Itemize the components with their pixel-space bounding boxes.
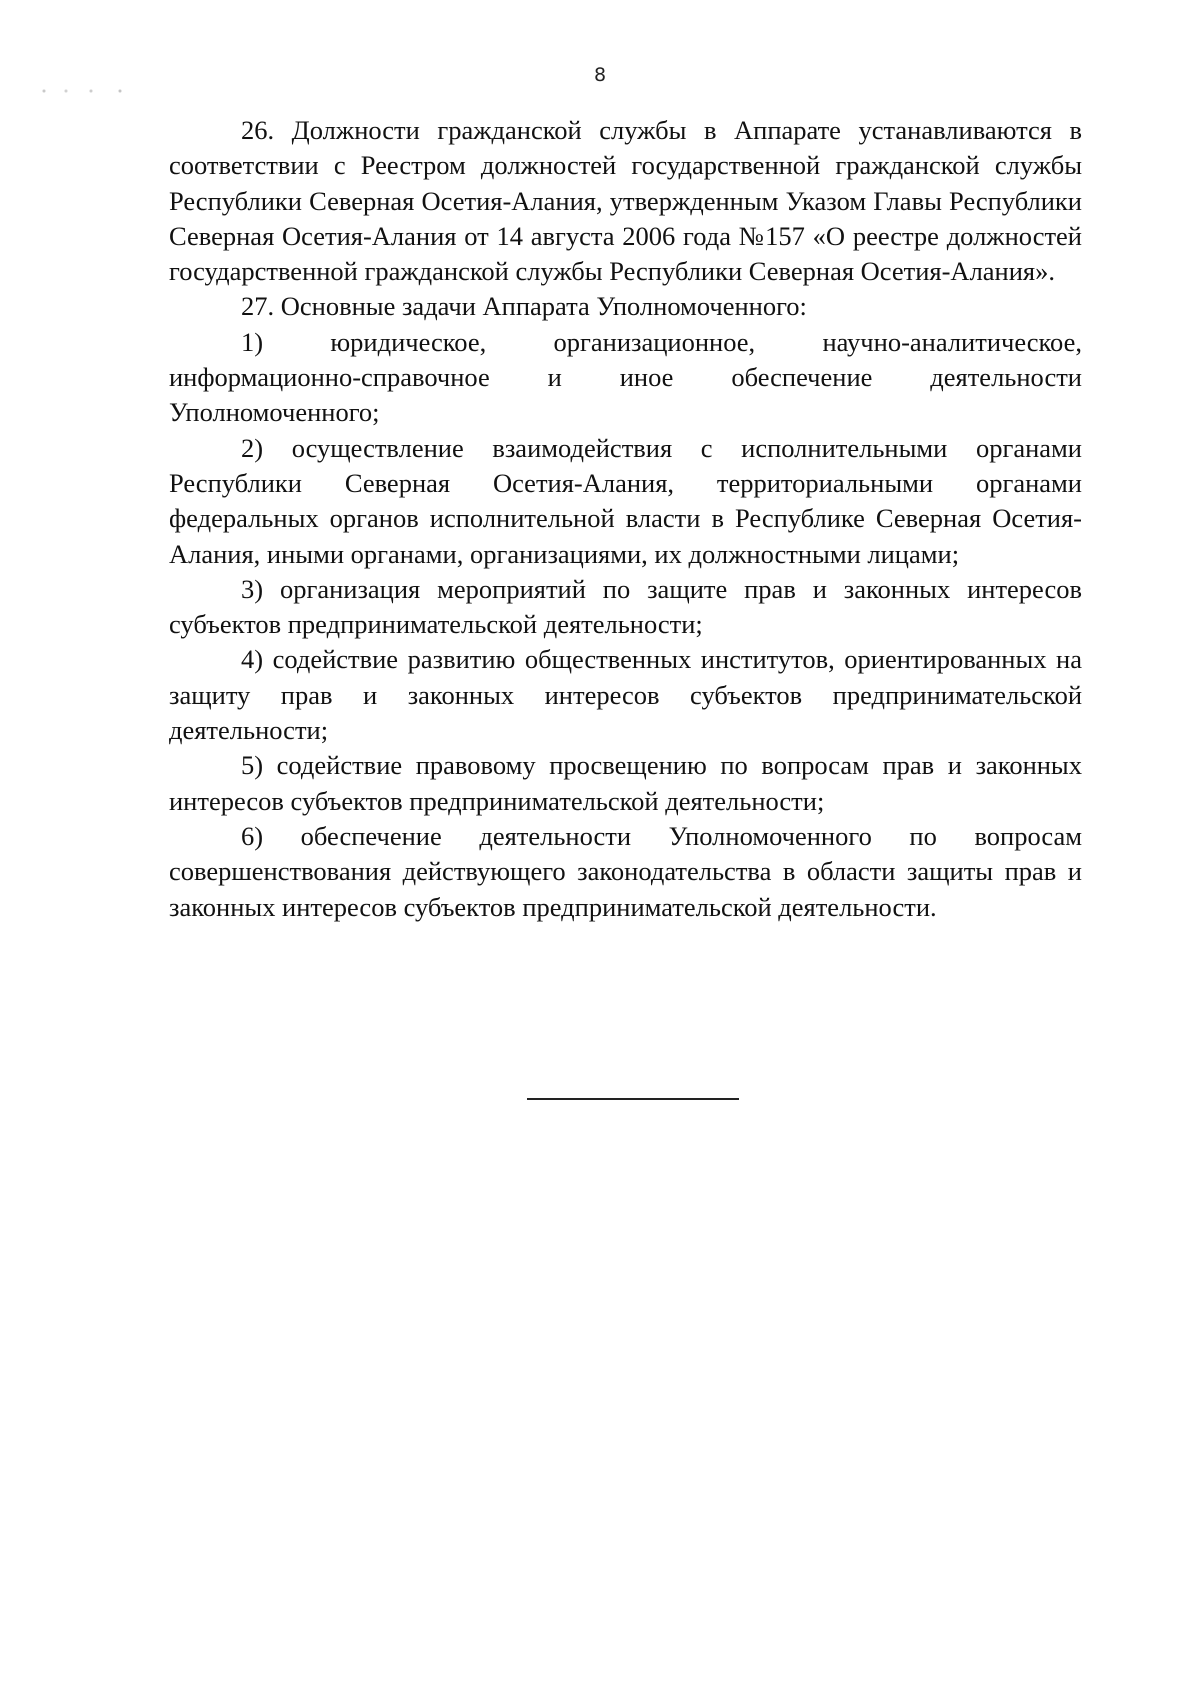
page-number: 8 xyxy=(593,64,607,86)
list-item-6: 6) обеспечение деятельности Уполномоченного по вопросам совершенствования действующего законодательства в области защиты прав и законных интересов субъектов предпринимательской деятельности. xyxy=(169,820,1082,922)
paragraph-27-heading: 27. Основные задачи Аппарата Уполномоченного: xyxy=(241,291,807,322)
list-item-5: 5) содействие правовому просвещению по вопросам прав и законных интересов субъектов предпринимательской деятельности; xyxy=(169,750,1082,816)
document-body xyxy=(169,113,1082,925)
list-item-1: 1) юридическое, организационное, научно-аналитическое, информационно-справочное и иное обеспечение деятельности Уполномоченного; xyxy=(169,326,1082,428)
list-item-3: 3) организация мероприятий по защите прав и законных интересов субъектов предпринимательской деятельности; xyxy=(169,573,1082,640)
end-of-document-rule xyxy=(527,1098,739,1100)
scan-artifact xyxy=(36,88,126,94)
paragraph-26: 26. Должности гражданской службы в Аппарате устанавливаются в соответствии с Реестром должностей государственной гражданской службы Республики Северная Осетия-Алания, утвержденным Указом Главы Республики Северная Осетия-Алания от 14 августа 2006 года №157 «О реестре должностей государственной гражданской службы Республики Северная Осетия-Алания». xyxy=(169,115,1082,287)
list-item-4: 4) содействие развитию общественных институтов, ориентированных на защиту прав и законных интересов субъектов предпринимательской деятельности; xyxy=(169,644,1082,746)
list-item-2: 2) осуществление взаимодействия с исполнительными органами Республики Северная Осетия-Алания, территориальными органами федеральных органов исполнительной власти в Республике Северная Осетия-Алания, иными органами, организациями, их должностными лицами; xyxy=(169,432,1082,569)
